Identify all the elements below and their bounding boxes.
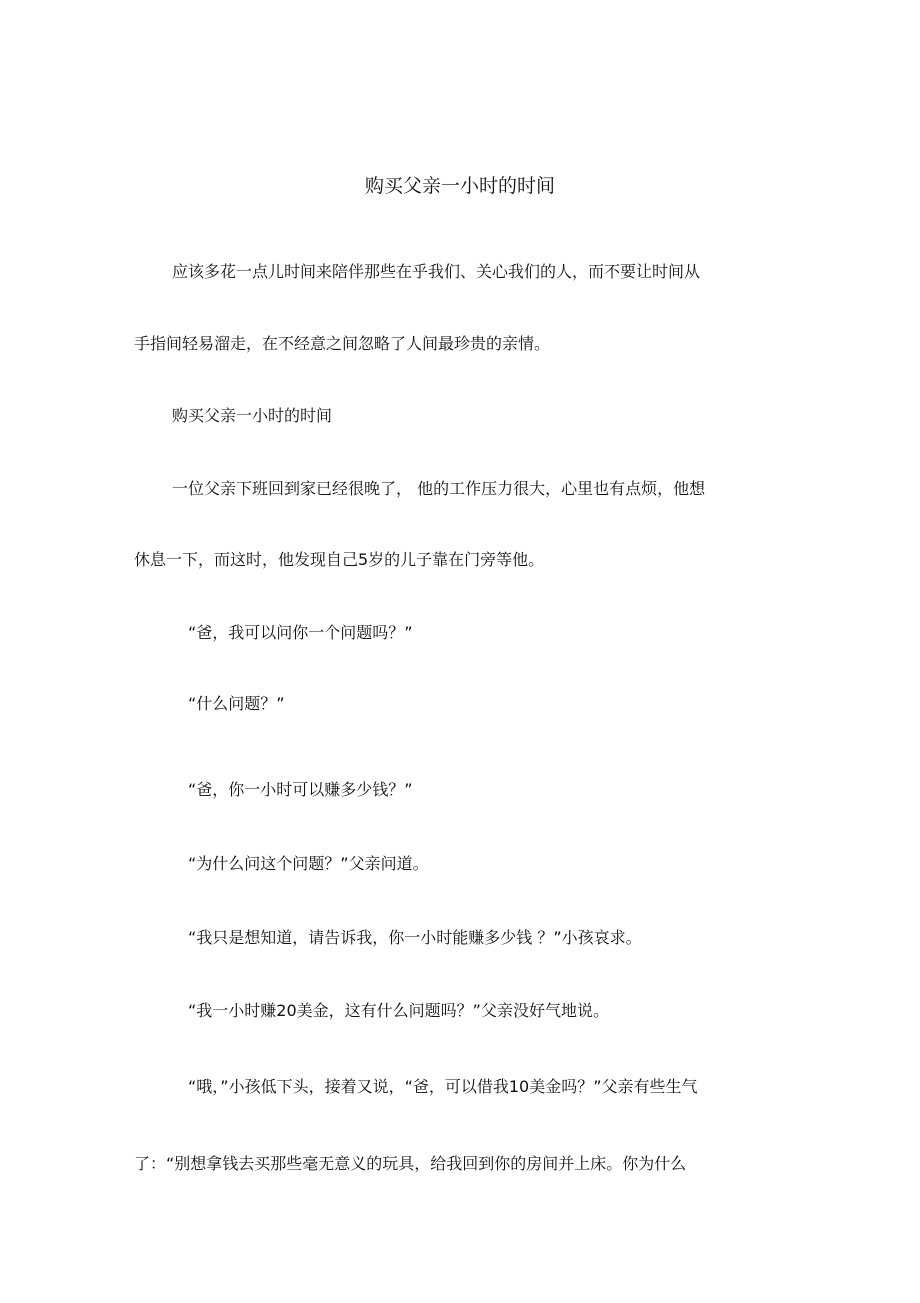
dialog-line: “为什么问这个问题？”父亲问道。 [188,854,429,873]
paragraph-line: 应该多花一点儿时间来陪伴那些在乎我们、关心我们的人，而不要让时间从 [172,262,701,281]
paragraph-line: 手指间轻易溜走，在不经意之间忽略了人间最珍贵的亲情。 [134,334,551,353]
paragraph-line: 了：“别想拿钱去买那些毫无意义的玩具，给我回到你的房间并上床。你为什么 [134,1154,687,1173]
dialog-line: “什么问题？” [188,694,285,713]
section-heading: 购买父亲一小时的时间 [172,406,333,425]
paragraph-line: 一位父亲下班回到家已经很晚了， 他的工作压力很大，心里也有点烦，他想 [172,479,706,498]
dialog-line: “爸，我可以问你一个问题吗？” [188,623,413,642]
dialog-line: “我一小时赚20美金，这有什么问题吗？”父亲没好气地说。 [188,1001,609,1020]
paragraph-line: 休息一下，而这时，他发现自己5岁的儿子靠在门旁等他。 [134,550,545,569]
dialog-line: “爸，你一小时可以赚多少钱？” [188,780,413,799]
document-title: 购买父亲一小时的时间 [364,175,555,197]
dialog-line: “我只是想知道，请告诉我，你一小时能赚多少钱 ？”小孩哀求。 [188,928,642,947]
dialog-line: “哦，”小孩低下头，接着又说，“爸，可以借我10美金吗？”父亲有些生气 [188,1077,698,1096]
